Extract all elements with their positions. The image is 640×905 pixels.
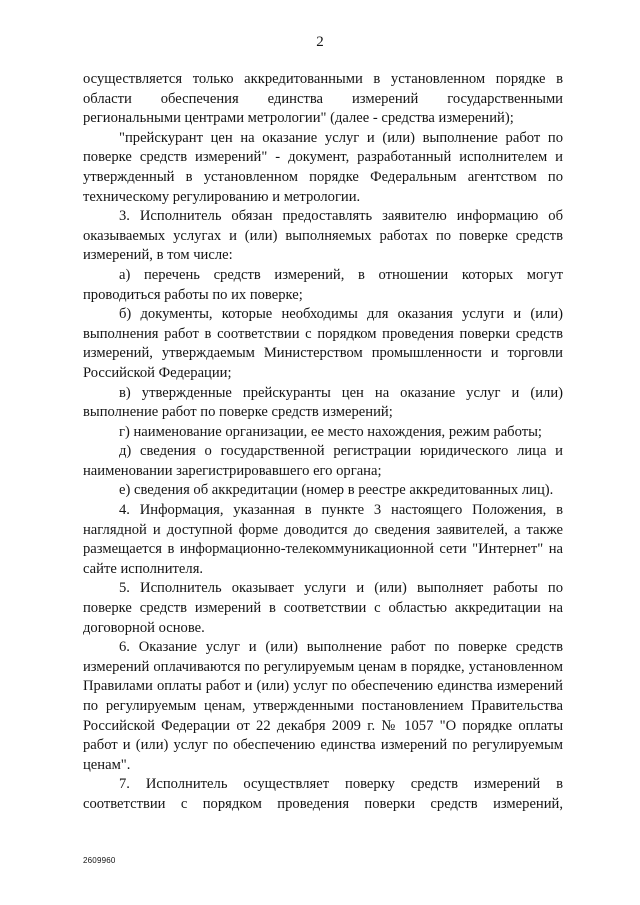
paragraph-item-3g: г) наименование организации, ее место нахождения, режим работы;	[119, 423, 542, 440]
paragraph-item-7: 7. Исполнитель осуществляет поверку средств измерений в соответствии с порядком проведения поверки средств измерений,	[83, 776, 563, 812]
paragraph-item-3d: д) сведения о государственной регистрации юридического лица и наименовании зарегистрировавшего его органа;	[83, 443, 563, 479]
paragraph-item-3a: а) перечень средств измерений, в отношении которых могут проводиться работы по их поверке;	[83, 266, 563, 303]
paragraph-item-6: 6. Оказание услуг и (или) выполнение работ по поверке средств измерений оплачиваются по регулируемым ценам в порядке, установленном Правилами оплаты работ и (или) услуг по обеспечению единства измерений по регулируемым ценам, утвержденными постановлением Правительства Российской Федерации от 22 декабря 2009 г. № 1057 "О порядке оплаты работ и (или) услуг по обеспечению единства измерений по регулируемым ценам".	[83, 639, 563, 773]
paragraph-item-5: 5. Исполнитель оказывает услуги и (или) выполняет работы по поверке средств измерений в соответствии с областью аккредитации на договорной основе.	[83, 580, 563, 636]
paragraph-item-3: 3. Исполнитель обязан предоставлять заявителю информацию об оказываемых услугах и (или) выполняемых работах по поверке средств измерений, в том числе:	[83, 208, 563, 264]
paragraph-item-3b: б) документы, которые необходимы для оказания услуги и (или) выполнения работ в соответствии с порядком проведения поверки средств измерений, утверждаемым Министерством промышленности и торговли Российской Федерации;	[83, 306, 563, 381]
document-code: 2609960	[83, 856, 116, 865]
paragraph-item-3e: е) сведения об аккредитации (номер в реестре аккредитованных лиц).	[119, 482, 554, 499]
paragraph-item-3v: в) утвержденные прейскуранты цен на оказание услуг и (или) выполнение работ по поверке средств измерений;	[83, 384, 563, 421]
paragraph-continuation: осуществляется только аккредитованными в установленном порядке в области обеспечения единства измерений государственными региональными центрами метрологии" (далее - средства измерений);	[83, 71, 563, 127]
paragraph-item-4: 4. Информация, указанная в пункте 3 настоящего Положения, в наглядной и доступной форме доводится до сведения заявителей, а также размещается в информационно-телекоммуникационной сети "Интернет" на сайте исполнителя.	[83, 502, 563, 577]
document-body	[83, 70, 563, 815]
paragraph-price-list-definition: "прейскурант цен на оказание услуг и (или) выполнение работ по поверке средств измерений" - документ, разработанный исполнителем и утвержденный в установленном порядке Федеральным агентством по техническому регулированию и метрологии.	[83, 129, 563, 205]
page-number: 2	[316, 34, 324, 50]
